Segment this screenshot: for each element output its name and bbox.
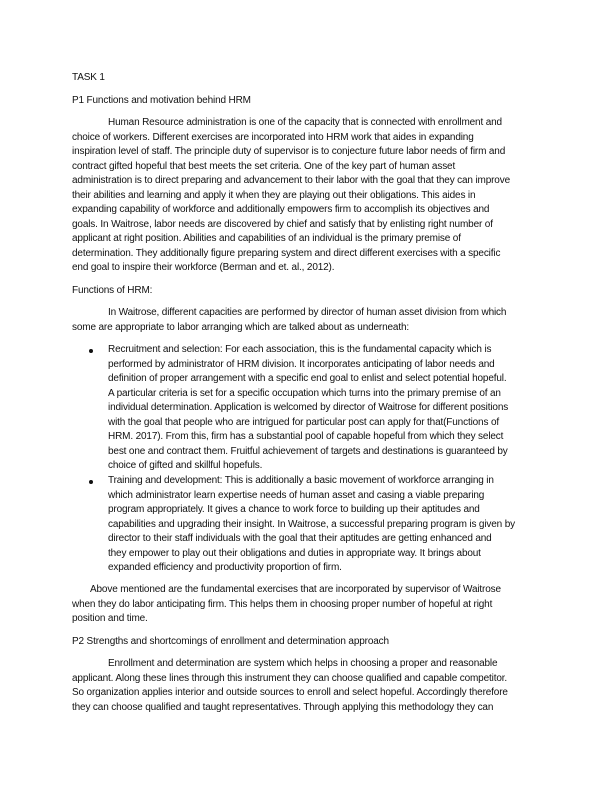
text-line: which administrator learn expertise needs of human asset and casing a viable preparing — [108, 489, 485, 501]
text-line: choice of gifted and skillful hopefuls. — [108, 460, 263, 471]
text-line: expanded efficiency and productivity proportion of firm. — [108, 562, 342, 573]
text-line: administration is to direct preparing and advancement to their labor with the goal that they can improve — [72, 175, 510, 186]
text-line: Human Resource administration is one of the capacity that is connected with enrollment and — [108, 117, 502, 128]
text-line: inspiration level of staff. The principle duty of supervisor is to conjecture future labor needs of firm and — [72, 146, 506, 157]
bullet-icon — [89, 349, 93, 353]
text-line: Training and development: This is additionally a basic movement of workforce arranging in — [108, 475, 494, 486]
text-line: contract gifted hopeful that best meets the set criteria. One of the key part of human asset — [72, 160, 456, 172]
text-line: goals. In Waitrose, labor needs are discovered by chief and satisfy that by enlisting right number of — [72, 218, 493, 230]
text-line: program appropriately. It gives a chance to work force to building up their aptitudes and — [108, 504, 480, 515]
text-line: they can choose qualified and taught representatives. Through applying this methodology they can — [72, 701, 494, 713]
text-line: director to their staff individuals with the goal that their aptitudes are getting enhanced and — [108, 533, 492, 544]
text-line: So organization applies interior and outside sources to enroll and select hopeful. Accordingly therefore — [72, 687, 508, 698]
p1-paragraph — [72, 116, 510, 276]
text-line: applicant. Along these lines through this instrument they can choose qualified and capable competitor. — [72, 672, 507, 684]
text-line: they empower to play out their obligations and duties in appropriate way. It brings about — [108, 547, 481, 559]
above-paragraph — [72, 583, 501, 627]
text-line: applicant at right position. Abilities and capabilities of an individual is the primary premise of — [72, 233, 461, 244]
p2-heading: P2 Strengths and shortcomings of enrollment and determination approach — [72, 636, 389, 647]
text-line: with the goal that people who are intrigued for particular post can apply for that(Functions of — [108, 416, 499, 428]
text-line: individual determination. Application is welcomed by director of Waitrose for different positions — [108, 402, 509, 413]
text-line: their abilities and learning and apply it when they are playing out their obligations. This aides in — [72, 189, 476, 201]
text-line: choice of workers. Different exercises are incorporated into HRM work that aides in expanding — [72, 131, 474, 143]
bullet-recruitment — [108, 343, 508, 474]
task-title: TASK 1 — [72, 72, 105, 83]
text-line: definition of proper arrangement with a specific end goal to enlist and select potential hopeful. — [108, 373, 507, 384]
text-line: expanding capability of workforce and additionally empowers firm to accomplish its objectives and — [72, 204, 490, 215]
text-line: In Waitrose, different capacities are performed by director of human asset division from which — [108, 307, 507, 318]
text-line: Above mentioned are the fundamental exercises that are incorporated by supervisor of Waitrose — [90, 584, 501, 595]
functions-heading: Functions of HRM: — [72, 285, 153, 296]
text-line: determination. They additionally figure preparing system and direct different exercises with a specific — [72, 247, 501, 259]
text-line: A particular criteria is set for a specific occupation which turns into the primary premise of an — [108, 387, 501, 399]
text-line: HRM. 2017). From this, firm has a substantial pool of capable hopeful from which they select — [108, 431, 504, 442]
bullet-training — [108, 474, 515, 576]
bullet-icon — [89, 480, 93, 484]
text-line: best one and contract them. Fruitful achievement of targets and destinations is guaranteed by — [108, 445, 508, 457]
text-line: performed by administrator of HRM division. It incorporates anticipating of labor needs and — [108, 358, 495, 370]
text-line: capabilities and upgrading their insight. In Waitrose, a successful preparing program is given by — [108, 518, 515, 530]
text-line: some are appropriate to labor arranging which are talked about as underneath: — [72, 321, 410, 333]
p1-heading: P1 Functions and motivation behind HRM — [72, 95, 251, 106]
text-line: end goal to inspire their workforce (Berman and et. al., 2012). — [72, 262, 335, 273]
functions-intro — [72, 306, 506, 335]
text-line: when they do labor anticipating firm. This helps them in choosing proper number of hopeful at right — [72, 598, 493, 610]
text-line: Enrollment and determination are system which helps in choosing a proper and reasonable — [108, 658, 498, 669]
text-line: position and time. — [72, 613, 148, 624]
text-line: Recruitment and selection: For each association, this is the fundamental capacity which is — [108, 344, 492, 355]
p2-paragraph — [72, 657, 508, 715]
